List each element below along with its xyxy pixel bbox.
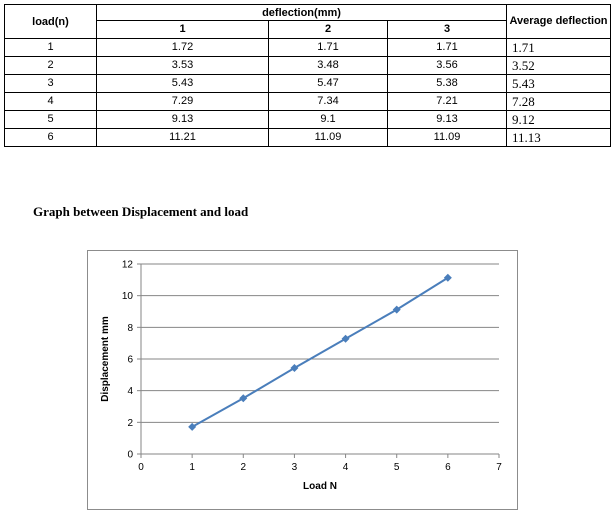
y-tick-label: 4 [127,386,133,398]
x-tick-label: 3 [291,462,298,473]
cell-load: 2 [5,57,97,75]
header-load: load(n) [5,5,97,39]
cell-deflection-1: 7.29 [97,93,269,111]
data-point-marker [342,335,350,343]
cell-load: 1 [5,39,97,57]
cell-deflection-1: 11.21 [97,129,269,147]
y-tick-label: 12 [121,259,133,271]
cell-deflection-3: 9.13 [388,111,507,129]
x-tick-label: 6 [445,462,451,473]
x-tick-label: 2 [240,462,247,473]
cell-load: 3 [5,75,97,93]
header-trial-3: 3 [388,21,507,39]
x-tick-label: 1 [189,462,195,473]
data-point-marker [188,423,196,431]
x-tick-label: 5 [393,462,400,473]
cell-deflection-3: 7.21 [388,93,507,111]
cell-average: 5.43 [507,75,611,93]
cell-average: 9.12 [507,111,611,129]
cell-average: 7.28 [507,93,611,111]
cell-deflection-2: 1.71 [269,39,388,57]
cell-deflection-2: 5.47 [269,75,388,93]
cell-deflection-3: 1.71 [388,39,507,57]
x-tick-label: 0 [138,462,144,473]
cell-deflection-2: 9.1 [269,111,388,129]
x-tick-label: 7 [496,462,502,473]
header-trial-2: 2 [269,21,388,39]
cell-deflection-3: 3.56 [388,57,507,75]
cell-average: 1.71 [507,39,611,57]
cell-average: 11.13 [507,129,611,147]
header-average: Average deflection [507,5,611,39]
cell-average: 3.52 [507,57,611,75]
table-row [5,129,611,147]
cell-load: 5 [5,111,97,129]
gridlines [141,264,499,422]
cell-deflection-2: 7.34 [269,93,388,111]
y-tick-label: 6 [127,354,133,366]
table-row [5,93,611,111]
cell-deflection-1: 5.43 [97,75,269,93]
y-tick-label: 8 [127,322,133,334]
deflection-table [4,4,611,147]
table-row [5,39,611,57]
table-row [5,75,611,93]
y-axis-title: Displacement mm [100,316,111,402]
cell-load: 6 [5,129,97,147]
cell-load: 4 [5,93,97,111]
x-tick-label: 4 [342,462,349,473]
table-row [5,57,611,75]
cell-deflection-1: 1.72 [97,39,269,57]
graph-title: Graph between Displacement and load [33,204,249,219]
axes [122,260,502,474]
y-tick-label: 2 [127,417,133,429]
table-row [5,111,611,129]
header-trial-1: 1 [97,21,269,39]
table-header-row [5,5,611,21]
series [188,274,452,431]
series-line [192,278,448,427]
y-tick-label: 10 [121,291,133,303]
cell-deflection-1: 3.53 [97,57,269,75]
x-axis-title: Load N [303,481,337,492]
cell-deflection-1: 9.13 [97,111,269,129]
cell-deflection-3: 11.09 [388,129,507,147]
cell-deflection-3: 5.38 [388,75,507,93]
line-chart [88,251,517,509]
cell-deflection-2: 11.09 [269,129,388,147]
cell-deflection-2: 3.48 [269,57,388,75]
header-deflection: deflection(mm) [97,5,507,21]
y-tick-label: 0 [127,449,133,461]
chart-area [87,250,518,510]
